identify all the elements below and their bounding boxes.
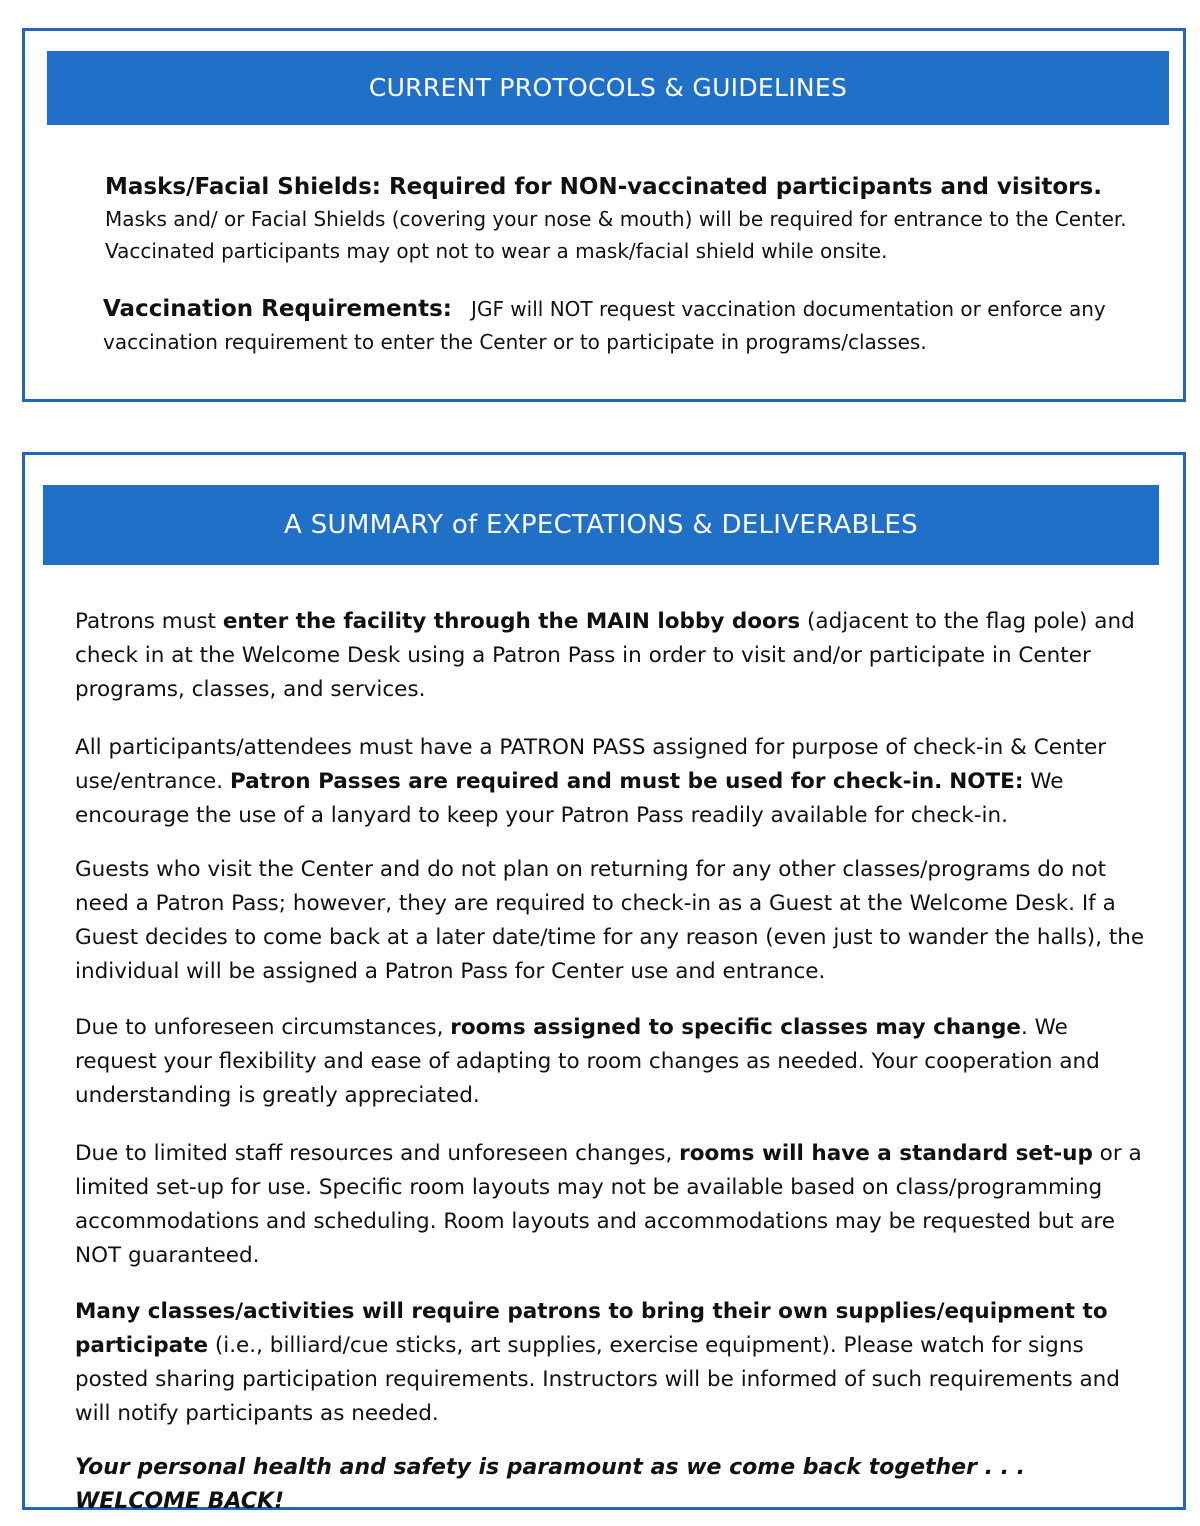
supplies-emphasis: Many classes/activities will require patrons to bring their own supplies/equipment to participate [75, 1299, 1108, 1358]
rooms-text-2: . We request your flexibility and ease of adapting to room changes as needed. Your cooperation and understanding is greatly appreciated. [75, 1015, 1100, 1108]
entry-paragraph [75, 605, 1155, 707]
entry-text-2: (adjacent to the flag pole) and check in at the Welcome Desk using a Patron Pass in order to visit and/or participate in Center programs, classes, and services. [75, 609, 1135, 702]
setup-text-2: or a limited set-up for use. Specific room layouts may not be available based on class/programming accommodations and scheduling. Room layouts and accommodations may be requested but are NOT guaranteed. [75, 1141, 1142, 1268]
vaccination-body: JGF will NOT request vaccination documentation or enforce any vaccination requirement to enter the Center or to participate in programs/classes. [103, 297, 1106, 354]
masks-paragraph [105, 171, 1165, 267]
guests-paragraph: Guests who visit the Center and do not plan on returning for any other classes/programs do not need a Patron Pass; however, they are required to check-in as a Guest at the Welcome Desk. If a Guest decides to come back at a later date/time for any reason (even just to wander the halls), the individual will be assigned a Patron Pass for Center use and entrance. [75, 857, 1145, 984]
setup-text-1: Due to limited staff resources and unforeseen changes, [75, 1141, 680, 1166]
vaccination-lead: Vaccination Requirements: [103, 296, 452, 322]
masks-body: Masks and/ or Facial Shields (covering your nose & mouth) will be required for entrance to the Center. Vaccinated participants may opt not to wear a mask/facial shield while onsite. [105, 207, 1127, 263]
masks-lead: Masks/Facial Shields: Required for NON-vaccinated participants and visitors. [105, 174, 1102, 200]
supplies-text: (i.e., billiard/cue sticks, art supplies, exercise equipment). Please watch for signs posted sharing participation requirements. Instructors will be informed of such requirements and will notify participants as needed. [75, 1333, 1120, 1426]
supplies-paragraph [75, 1295, 1155, 1431]
protocols-title-banner: CURRENT PROTOCOLS & GUIDELINES [47, 51, 1169, 125]
rooms-text-1: Due to unforeseen circumstances, [75, 1015, 451, 1040]
protocols-section [22, 28, 1186, 402]
rooms-paragraph [75, 1011, 1155, 1113]
pass-text-1: All participants/attendees must have a PATRON PASS assigned for purpose of check-in & Center use/entrance. [75, 735, 1107, 794]
summary-title-banner: A SUMMARY of EXPECTATIONS & DELIVERABLES [43, 485, 1159, 565]
welcome-back-closing: Your personal health and safety is paramount as we come back together . . . WELCOME BACK! [75, 1455, 1025, 1514]
rooms-emphasis: rooms assigned to specific classes may change [450, 1015, 1021, 1040]
entry-text-1: Patrons must [75, 609, 223, 634]
setup-emphasis: rooms will have a standard set-up [679, 1141, 1093, 1166]
summary-section [22, 452, 1186, 1514]
patron-pass-paragraph [75, 731, 1155, 833]
pass-text-3: We encourage the use of a lanyard to keep your Patron Pass readily available for check-in. [75, 769, 1064, 828]
entry-emphasis: enter the facility through the MAIN lobby doors [222, 609, 801, 634]
setup-paragraph [75, 1137, 1155, 1273]
pass-emphasis: Patron Passes are required and must be used for check-in. [229, 769, 943, 794]
vaccination-paragraph [103, 293, 1163, 359]
pass-note-label: NOTE: [949, 769, 1024, 794]
